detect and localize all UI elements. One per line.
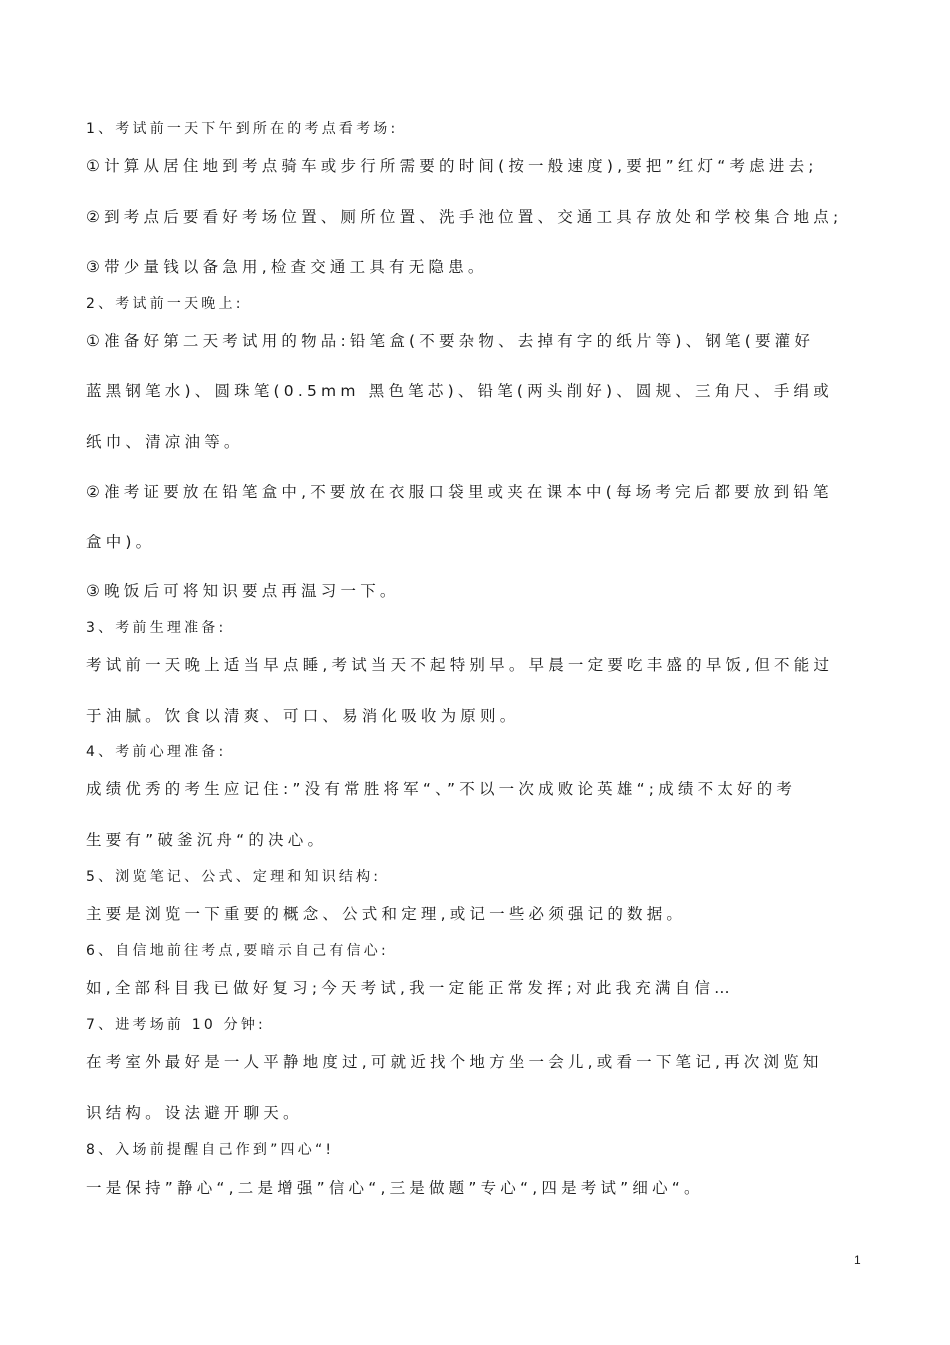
section-heading-5: 5、浏览笔记、公式、定理和知识结构: — [86, 869, 382, 885]
paragraph-line: 盒中)。 — [86, 533, 156, 551]
paragraph-line: 主要是浏览一下重要的概念、公式和定理,或记一些必须强记的数据。 — [86, 905, 687, 923]
paragraph-line: 识结构。设法避开聊天。 — [86, 1104, 303, 1122]
paragraph-line: ②到考点后要看好考场位置、厕所位置、洗手池位置、交通工具存放处和学校集合地点; — [86, 208, 843, 226]
paragraph-line: ①计算从居住地到考点骑车或步行所需要的时间(按一般速度),要把”红灯“考虑进去; — [86, 157, 818, 175]
section-heading-1: 1、考试前一天下午到所在的考点看考场: — [86, 121, 399, 137]
paragraph-line: 一是保持”静心“,二是增强”信心“,三是做题”专心“,四是考试”细心“。 — [86, 1179, 704, 1197]
paragraph-line: 在考室外最好是一人平静地度过,可就近找个地方坐一会儿,或看一下笔记,再次浏览知 — [86, 1053, 823, 1071]
section-heading-7: 7、进考场前 10 分钟: — [86, 1017, 266, 1033]
paragraph-line: ③带少量钱以备急用,检查交通工具有无隐患。 — [86, 258, 488, 276]
paragraph-line: 纸巾、清凉油等。 — [86, 433, 244, 451]
section-heading-8: 8、入场前提醒自己作到”四心“! — [86, 1142, 335, 1158]
section-heading-6: 6、自信地前往考点,要暗示自己有信心: — [86, 943, 389, 959]
paragraph-line: 蓝黑钢笔水)、圆珠笔(0.5mm 黑色笔芯)、铅笔(两头削好)、圆规、三角尺、手绢或 — [86, 382, 833, 400]
section-heading-2: 2、考试前一天晚上: — [86, 296, 244, 312]
paragraph-line: 于油腻。饮食以清爽、可口、易消化吸收为原则。 — [86, 707, 520, 725]
paragraph-line: 如,全部科目我已做好复习;今天考试,我一定能正常发挥;对此我充满自信… — [86, 979, 734, 997]
paragraph-line: ②准考证要放在铅笔盒中,不要放在衣服口袋里或夹在课本中(每场考完后都要放到铅笔 — [86, 483, 833, 501]
paragraph-line: 成绩优秀的考生应记住:”没有常胜将军“、”不以一次成败论英雄“;成绩不太好的考 — [86, 780, 797, 798]
paragraph-line: 生要有”破釜沉舟“的决心。 — [86, 831, 328, 849]
section-heading-4: 4、考前心理准备: — [86, 744, 227, 760]
paragraph-line: ①准备好第二天考试用的物品:铅笔盒(不要杂物、去掉有字的纸片等)、钢笔(要灌好 — [86, 332, 815, 350]
paragraph-line: ③晚饭后可将知识要点再温习一下。 — [86, 582, 400, 600]
page-number: 1 — [854, 1253, 861, 1267]
section-heading-3: 3、考前生理准备: — [86, 620, 227, 636]
paragraph-line: 考试前一天晚上适当早点睡,考试当天不起特别早。早晨一定要吃丰盛的早饭,但不能过 — [86, 656, 834, 674]
